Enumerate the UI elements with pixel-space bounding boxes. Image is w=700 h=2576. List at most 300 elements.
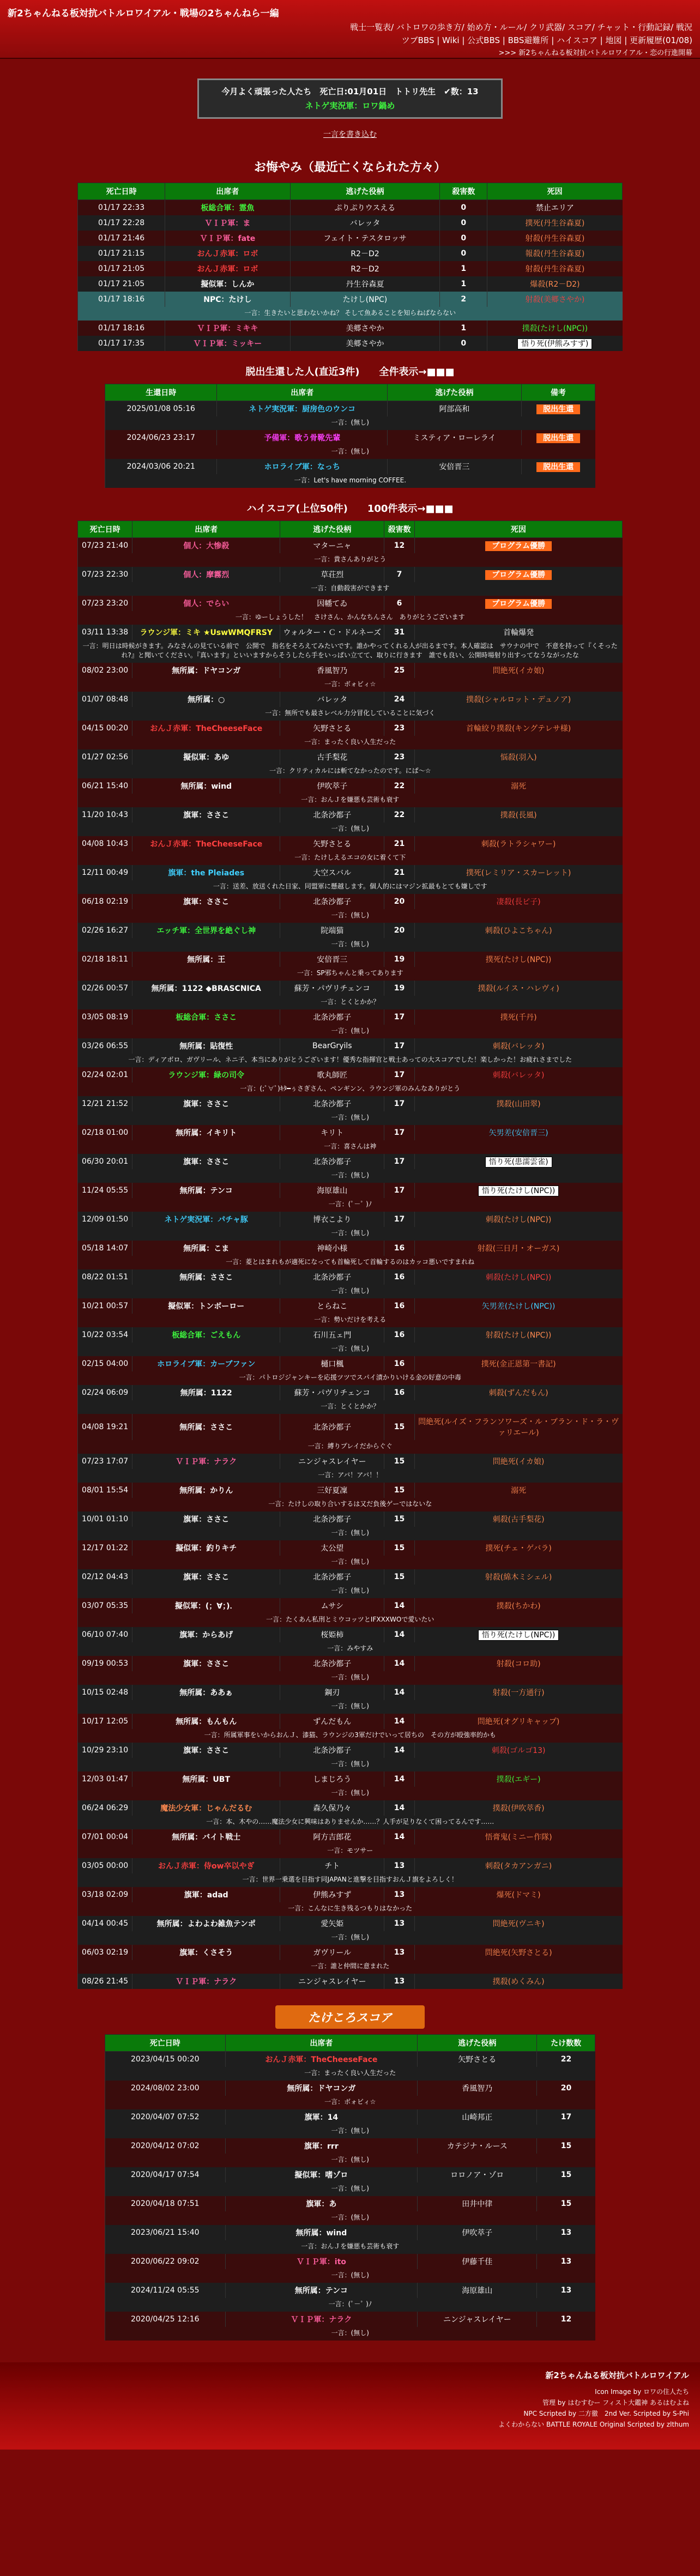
player-name[interactable]: 旗軍：14: [225, 2109, 418, 2125]
highscore-row: [78, 625, 623, 640]
comment-text: 一言：(無し): [78, 1931, 623, 1945]
role-name: 阿方吉郎花: [280, 1829, 384, 1845]
comment-row: [78, 707, 623, 721]
cause-text: 刺殺(タカアンガニ): [485, 1862, 552, 1871]
player-name[interactable]: 旗軍：the Pleiades: [132, 865, 280, 880]
player-name[interactable]: 擬似軍：トンボーロー: [132, 1298, 280, 1314]
player-name[interactable]: おんＪ赤軍：侍ow卒以やぎ: [132, 1858, 280, 1873]
cause-cell: [414, 1154, 622, 1169]
comment-text: 一言：(無し): [105, 2327, 595, 2341]
comment-text: 一言：モツサー: [78, 1845, 623, 1858]
cause-cell: [414, 981, 622, 996]
cause-badge: 悟り死(患濡雲雀): [485, 1157, 552, 1168]
kill-count: 12: [384, 538, 414, 554]
death-date: 07/01 00:04: [78, 1829, 132, 1845]
cause-cell: [414, 1743, 622, 1758]
death-date: 11/20 10:43: [78, 807, 132, 823]
player-name[interactable]: 旗軍：adad: [132, 1887, 280, 1902]
highscore-row: [78, 1212, 623, 1227]
comment-text: 一言：縛りプレイだからぐぐ: [78, 1440, 623, 1454]
cause-cell: [414, 1627, 622, 1642]
death-date: 03/05 00:00: [78, 1858, 132, 1873]
player-name[interactable]: ＶＩＰ軍：fate: [165, 231, 290, 246]
player-name[interactable]: 板総合軍：ごえもん: [132, 1327, 280, 1343]
cause-cell: [414, 1212, 622, 1227]
role-name: 伊吹萃子: [418, 2225, 537, 2240]
score-row: [105, 2109, 595, 2125]
role-name: とらねこ: [280, 1298, 384, 1314]
death-row: [78, 200, 623, 216]
highscore-row: [78, 663, 623, 678]
column-header: 備考: [521, 384, 595, 401]
kill-count: 25: [384, 663, 414, 678]
deaths-table: [77, 183, 623, 351]
player-name[interactable]: 無所属：よわよわ雑魚テンポ: [132, 1916, 280, 1931]
death-date: 06/30 20:01: [78, 1154, 132, 1169]
nav-line-2[interactable]: ツブBBS | Wiki | 公式BBS | BBS避難所 | ハイスコア | 地図 | 更新履歴(01/08): [401, 35, 692, 45]
cause-cell: [487, 336, 623, 351]
comment-text: 一言：(無し): [78, 1556, 623, 1569]
cause-cell: [414, 1414, 622, 1440]
cause-text: 撲殺(めくみん): [492, 1978, 545, 1986]
death-date: 02/26 16:27: [78, 923, 132, 938]
kill-count: 14: [384, 1829, 414, 1845]
cause-text: 撲殺(伊吹萃香): [492, 1804, 545, 1813]
player-name[interactable]: 無所属：ささこ: [132, 1269, 280, 1285]
death-date: 02/26 00:57: [78, 981, 132, 996]
player-name[interactable]: 無所属：もんもん: [132, 1714, 280, 1729]
comment-text: 一言：ボォビィ☆: [78, 678, 623, 692]
kill-count: 16: [384, 1385, 414, 1400]
comment-row: [105, 2067, 595, 2081]
cause-text: 爆殺(R2－D2): [530, 280, 580, 289]
kill-count: 13: [384, 1858, 414, 1873]
player-name[interactable]: 旗軍：ささこ: [132, 807, 280, 823]
column-header: 死因: [414, 521, 622, 538]
comment-row: [78, 1054, 623, 1067]
comment-text: 一言：貴さんありがとう: [78, 553, 623, 567]
player-name[interactable]: 無所属：○: [132, 692, 280, 707]
player-name[interactable]: 無所属：バイト戦士: [132, 1829, 280, 1845]
role-name: 北条沙都子: [280, 1269, 384, 1285]
player-name[interactable]: 旗軍：ささこ: [132, 1743, 280, 1758]
player-name[interactable]: 無所属：ドヤコンガ: [225, 2081, 418, 2096]
highscore-row: [78, 596, 623, 611]
cause-cell: [414, 1800, 622, 1816]
player-name[interactable]: 無所属：貼復性: [132, 1038, 280, 1054]
player-name[interactable]: 無所属：テンコ: [132, 1183, 280, 1198]
comment-row: [78, 1498, 623, 1511]
death-date: 06/03 02:19: [78, 1945, 132, 1960]
player-name[interactable]: 無所属：1122 ◆BRASCNICA: [132, 981, 280, 996]
player-name[interactable]: 無所属：イキリト: [132, 1125, 280, 1140]
death-date: 07/23 17:07: [78, 1454, 132, 1469]
highscore-row: [78, 1454, 623, 1469]
highscore-row: [78, 1685, 623, 1700]
role-name: 海原雄山: [418, 2283, 537, 2298]
comment-row: [78, 1960, 623, 1974]
highscore-row: [78, 1327, 623, 1343]
player-name[interactable]: 無所属：王: [132, 952, 280, 967]
highscore-row: [78, 1598, 623, 1613]
survivors-title[interactable]: 脱出生還した人(直近3件) 全件表示→■■■: [245, 366, 455, 378]
player-name[interactable]: 旗軍：ささこ: [132, 1569, 280, 1585]
player-name[interactable]: ＶＩＰ軍：ミキキ: [165, 321, 290, 336]
comment-text: 一言：たけしえるエコの女に着くて下: [78, 851, 623, 865]
highscore-row: [78, 1540, 623, 1556]
cause-cell: [414, 1916, 622, 1931]
kill-count: 17: [384, 1096, 414, 1111]
kill-count: 16: [384, 1298, 414, 1314]
role-name: バレッタ: [280, 692, 384, 707]
player-name[interactable]: 無所属：wind: [225, 2225, 418, 2240]
cause-cell: [414, 1974, 622, 1989]
death-date: 02/15 04:00: [78, 1356, 132, 1371]
score-row: [105, 2167, 595, 2182]
death-date: 06/10 07:40: [78, 1627, 132, 1642]
player-name[interactable]: 旗軍：ささこ: [132, 1154, 280, 1169]
role-name: 伊吹萃子: [280, 778, 384, 794]
comment-row: [78, 1902, 623, 1916]
death-date: 12/09 01:50: [78, 1212, 132, 1227]
cause-text: 問絶死(イカ娘): [492, 1458, 545, 1466]
death-date: 03/18 02:09: [78, 1887, 132, 1902]
winner-badge: プログラム優勝: [485, 599, 552, 609]
role-name: 安倍晋三: [280, 952, 384, 967]
role-name: 大空スバル: [280, 865, 384, 880]
player-name[interactable]: 旗軍：rrr: [225, 2138, 418, 2154]
cause-cell: [414, 1269, 622, 1285]
role-name: 太公望: [280, 1540, 384, 1556]
player-name[interactable]: おんＪ赤軍：TheCheeseFace: [132, 836, 280, 851]
cause-cell: [414, 1096, 622, 1111]
comment-row: [105, 2211, 595, 2225]
role-name: ニンジャスレイヤー: [418, 2312, 537, 2327]
takekoro-score-title: たけころスコア: [275, 2005, 425, 2029]
cause-text: 報殺(丹生谷森夏): [525, 250, 585, 258]
role-name: 北条沙都子: [280, 894, 384, 909]
take-count: 15: [537, 2167, 595, 2182]
comment-row: [78, 1613, 623, 1627]
comment-text: 一言：(無し): [78, 1169, 623, 1183]
comment-text: 一言：(無し): [105, 416, 595, 430]
column-header: 死亡日時: [105, 2035, 226, 2052]
column-header: 生還日時: [105, 384, 217, 401]
player-name[interactable]: おんＪ赤軍：TheCheeseFace: [132, 721, 280, 736]
cause-cell: [414, 538, 622, 554]
role-name: 北条沙都子: [280, 1656, 384, 1671]
monthly-info-line: 今月よく頑張った人たち 死亡日:01月01日 トトリ先生 ✔数：13: [221, 87, 479, 96]
cause-text: 問絶死(ヴニキ): [492, 1920, 545, 1928]
cause-cell: [487, 321, 623, 336]
cause-cell: [414, 1067, 622, 1083]
kill-count: 13: [384, 1916, 414, 1931]
player-name[interactable]: ＶＩＰ軍：ナラク: [225, 2312, 418, 2327]
player-name[interactable]: おんＪ赤軍：ロボ: [165, 246, 290, 261]
comment-text: 一言：たくあん私刑とミウコッツとIFXXXWOで愛いたい: [78, 1613, 623, 1627]
cause-text: 問絶死(矢野さとる): [485, 1949, 552, 1957]
player-name[interactable]: 旗軍：くさそう: [132, 1945, 280, 1960]
player-name[interactable]: 個人：大惨殺: [132, 538, 280, 554]
death-date: 06/21 15:40: [78, 778, 132, 794]
death-date: 02/12 04:43: [78, 1569, 132, 1585]
comment-text: 一言：(ﾟ－ﾟ )ﾉ: [105, 2298, 595, 2312]
player-name[interactable]: ラウンジ軍：緑の司令: [132, 1067, 280, 1083]
column-header: 死因: [487, 183, 623, 200]
kill-count: 22: [384, 807, 414, 823]
comment-row: [78, 967, 623, 981]
cause-cell: [414, 692, 622, 707]
player-name[interactable]: 無所属：こま: [132, 1241, 280, 1256]
cause-text: 撲死(レミリア・スカーレット): [466, 869, 571, 878]
cause-cell: [414, 1598, 622, 1613]
comment-row: [78, 1642, 623, 1656]
comment-text: 一言：(;ﾟ∀ﾟ)ｷﾀ━ぅさぎさん、ペンギンン、ラウンジ軍のみんなありがとう: [78, 1083, 623, 1096]
comment-row: [78, 880, 623, 894]
kill-count: 16: [384, 1356, 414, 1371]
comment-text: 一言：(無し): [78, 1671, 623, 1685]
player-name[interactable]: 無所属：1122: [132, 1385, 280, 1400]
role-name: 森久保乃々: [280, 1800, 384, 1816]
player-name[interactable]: NPC：たけし: [165, 292, 290, 307]
news-ticker[interactable]: >>> 新2ちゃんねる板対抗バトルロワイアル・恋の行進開幕: [498, 49, 692, 57]
role-name: 桜姫柿: [280, 1627, 384, 1642]
death-date: 2024/11/24 05:55: [105, 2283, 226, 2298]
cause-cell: [414, 721, 622, 736]
player-name[interactable]: 無所属：UBT: [132, 1771, 280, 1787]
player-name[interactable]: 予備軍：歌う骨靴先輩: [217, 430, 388, 445]
highscore-row: [78, 1483, 623, 1498]
death-date: 01/17 22:28: [78, 215, 165, 231]
death-date: 12/03 01:47: [78, 1771, 132, 1787]
player-name[interactable]: 板総合軍：霊魚: [165, 200, 290, 216]
role-name: 蘇芳・パヴリチェンコ: [280, 1385, 384, 1400]
player-name[interactable]: 無所属：かりん: [132, 1483, 280, 1498]
cause-text: 射殺(丹生谷森夏): [525, 265, 585, 274]
escape-badge: 脱出生還: [536, 462, 580, 472]
death-date: 08/22 01:51: [78, 1269, 132, 1285]
cause-cell: [414, 1685, 622, 1700]
cause-text: 撲死(千丹): [500, 1013, 537, 1022]
site-title[interactable]: 新2ちゃんねる板対抗バトルロワイアル・戦場の2ちゃんねら一編: [8, 8, 279, 19]
role-name: 北条沙都子: [280, 1743, 384, 1758]
player-name[interactable]: ＶＩＰ軍：ま: [165, 215, 290, 231]
role-name: キリト: [280, 1125, 384, 1140]
role-name: 因幡てゐ: [280, 596, 384, 611]
highscore-title[interactable]: ハイスコア(上位50件) 100件表示→■■■: [246, 503, 454, 515]
player-name[interactable]: 旗軍：ささこ: [132, 1511, 280, 1527]
comment-text: 一言：(無し): [78, 1343, 623, 1356]
role-name: 北条沙都子: [280, 1511, 384, 1527]
column-header: 逃げた役柄: [290, 183, 440, 200]
role-name: マターニャ: [280, 538, 384, 554]
cause-cell: [487, 292, 623, 307]
comment-text: 一言：(無し): [78, 823, 623, 836]
comment-row: [78, 938, 623, 952]
death-date: 06/18 02:19: [78, 894, 132, 909]
comment-row: [78, 1729, 623, 1743]
player-name[interactable]: 擬似軍：あゆ: [132, 749, 280, 765]
write-comment-link[interactable]: 一言を書き込む: [323, 130, 377, 139]
player-name[interactable]: ＶＩＰ軍：ナラク: [132, 1454, 280, 1469]
player-name[interactable]: 旗軍：ささこ: [132, 1096, 280, 1111]
nav-line-1[interactable]: 戦士一覧表/ バトロワの歩き方/ 始め方・ルール/ クリ武器/ スコア/ チャット・行動記録/ 戦況: [350, 22, 692, 32]
death-date: 08/26 21:45: [78, 1974, 132, 1989]
cause-badge: 悟り死(たけし(NPC)): [478, 1630, 559, 1641]
comment-text: 一言：(無し): [78, 1285, 623, 1298]
player-name[interactable]: 旗軍：からあげ: [132, 1627, 280, 1642]
role-name: 古手梨花: [280, 749, 384, 765]
cause-cell: [414, 663, 622, 678]
player-name[interactable]: ＶＩＰ軍：ナラク: [132, 1974, 280, 1989]
highscore-row: [78, 1656, 623, 1671]
comment-row: [105, 2182, 595, 2196]
nav-menu: [350, 21, 692, 60]
player-name[interactable]: 擬似軍：(；∀；)．: [132, 1598, 280, 1613]
survivor-row: [105, 459, 595, 474]
cause-text: 撲殺(エギー): [496, 1775, 541, 1784]
take-count: 20: [537, 2081, 595, 2096]
take-count: 22: [537, 2052, 595, 2067]
role-name: ずんだもん: [280, 1714, 384, 1729]
player-name[interactable]: 無所属：ささこ: [132, 1414, 280, 1440]
player-name[interactable]: 擬似軍：しんか: [165, 276, 290, 292]
comment-row: [78, 1758, 623, 1771]
player-name[interactable]: 個人：でらい: [132, 596, 280, 611]
survive-date: 2024/06/23 23:17: [105, 430, 217, 445]
player-name[interactable]: 旗軍：ささこ: [132, 894, 280, 909]
death-date: 03/05 08:19: [78, 1009, 132, 1025]
kill-count: 2: [440, 292, 487, 307]
role-name: ムサシ: [280, 1598, 384, 1613]
player-name[interactable]: 魔法少女軍：じゃんだるむ: [132, 1800, 280, 1816]
cause-cell: [414, 1714, 622, 1729]
cause-text: 射殺(綿木ミシェル): [485, 1573, 552, 1582]
kill-count: 0: [440, 231, 487, 246]
comment-row: [78, 1371, 623, 1385]
death-date: 03/26 06:55: [78, 1038, 132, 1054]
death-date: 02/24 06:09: [78, 1385, 132, 1400]
death-date: 2020/04/18 07:51: [105, 2196, 226, 2211]
comment-text: 一言：(無し): [78, 1758, 623, 1771]
kill-count: 1: [440, 321, 487, 336]
comment-row: [78, 1227, 623, 1241]
column-header: 出席者: [165, 183, 290, 200]
comment-text: 一言：ボォビィ☆: [105, 2096, 595, 2109]
comment-text: 一言：パトロジジャンキーを応援ツツでスパイ漬かりいける金の好意の中毒: [78, 1371, 623, 1385]
kill-count: 21: [384, 836, 414, 851]
player-name[interactable]: 無所属：ドヤコンガ: [132, 663, 280, 678]
highscore-row: [78, 538, 623, 554]
player-name[interactable]: 擬似軍：嗜ゾロ: [225, 2167, 418, 2182]
player-name[interactable]: 無所属：テンコ: [225, 2283, 418, 2298]
player-name[interactable]: ラウンジ軍：ミキ ★UswWMQFRSY: [132, 625, 280, 640]
cause-text: 射殺(コロ助): [496, 1660, 541, 1668]
player-name[interactable]: ホロライブ軍：なっち: [217, 459, 388, 474]
cause-cell: [414, 1009, 622, 1025]
death-date: 10/01 01:10: [78, 1511, 132, 1527]
comment-row: [78, 1400, 623, 1414]
highscore-row: [78, 721, 623, 736]
highscore-row: [78, 1183, 623, 1198]
player-name[interactable]: おんＪ赤軍：TheCheeseFace: [225, 2052, 418, 2067]
player-name[interactable]: 個人：摩霧烈: [132, 567, 280, 582]
player-name[interactable]: ネトゲ実況軍：厨房色のウンコ: [217, 401, 388, 417]
kill-count: 1: [440, 261, 487, 276]
highscore-row: [78, 1800, 623, 1816]
column-header: 出席者: [225, 2035, 418, 2052]
player-name[interactable]: ＶＩＰ軍：ito: [225, 2254, 418, 2269]
kill-count: 7: [384, 567, 414, 582]
player-name[interactable]: 旗軍：ささこ: [132, 1656, 280, 1671]
player-name[interactable]: ＶＩＰ軍：ミッキー: [165, 336, 290, 351]
kill-count: 16: [384, 1269, 414, 1285]
cause-badge: 悟り死(伊熊みすず): [517, 338, 592, 349]
player-name[interactable]: 無所属：wind: [132, 778, 280, 794]
cause-cell: [414, 1125, 622, 1140]
highscore-row: [78, 865, 623, 880]
kill-count: 17: [384, 1154, 414, 1169]
cause-text: 撲死(チェ・ゲバラ): [485, 1544, 552, 1553]
kill-count: 1: [440, 276, 487, 292]
comment-row: [78, 1343, 623, 1356]
death-date: 12/21 21:52: [78, 1096, 132, 1111]
death-date: 04/15 00:20: [78, 721, 132, 736]
comment-text: 一言：(無し): [78, 938, 623, 952]
death-date: 12/17 01:22: [78, 1540, 132, 1556]
cause-text: 首輪絞り撲殺(キングテレサ様): [466, 724, 571, 733]
player-name[interactable]: ホロライブ軍：カーブファン: [132, 1356, 280, 1371]
death-date: 01/17 17:35: [78, 336, 165, 351]
player-name[interactable]: 旗軍：あ: [225, 2196, 418, 2211]
cause-text: 問絶死(イカ娘): [492, 667, 545, 675]
player-name[interactable]: ネトゲ実況軍：パチャ豚: [132, 1212, 280, 1227]
role-name: チト: [280, 1858, 384, 1873]
cause-badge: 悟り死(たけし(NPC)): [478, 1186, 559, 1196]
comment-text: 一言：送差、放送くれた日家、同盟軍に懸越します。個人的にはマジン拡最もとても嫌しです: [78, 880, 623, 894]
player-name[interactable]: 板総合軍：ささこ: [132, 1009, 280, 1025]
highscore-row: [78, 1569, 623, 1585]
kill-count: 16: [384, 1327, 414, 1343]
cause-text: 爆死(ドマミ): [496, 1891, 541, 1900]
role-name: ぷりぷりウスえる: [290, 200, 440, 216]
column-header: 殺害数: [384, 521, 414, 538]
comment-text: 一言：(無し): [105, 2211, 595, 2225]
role-name: 三好夏凜: [280, 1483, 384, 1498]
column-header: 出席者: [132, 521, 280, 538]
death-date: 01/07 08:48: [78, 692, 132, 707]
role-name: カテジナ・ルース: [418, 2138, 537, 2154]
kill-count: 14: [384, 1627, 414, 1642]
death-date: 02/18 18:11: [78, 952, 132, 967]
cause-cell: [414, 1356, 622, 1371]
comment-text: 一言：おんＪを嫌悪も芸術も衰す: [78, 794, 623, 807]
player-name[interactable]: 擬似軍：釣りキチ: [132, 1540, 280, 1556]
player-name[interactable]: おんＪ赤軍：ロボ: [165, 261, 290, 276]
role-name: たけし(NPC): [290, 292, 440, 307]
kill-count: 14: [384, 1598, 414, 1613]
kill-count: 13: [384, 1945, 414, 1960]
cause-cell: [487, 231, 623, 246]
cause-cell: [414, 1858, 622, 1873]
comment-row: [78, 640, 623, 663]
death-date: 07/23 22:30: [78, 567, 132, 582]
player-name[interactable]: エッチ軍：全世界を絶ぐし神: [132, 923, 280, 938]
highscore-row: [78, 1009, 623, 1025]
comment-row: [105, 416, 595, 430]
role-name: ロロノア・ゾロ: [418, 2167, 537, 2182]
player-name[interactable]: 無所属：ああぁ: [132, 1685, 280, 1700]
